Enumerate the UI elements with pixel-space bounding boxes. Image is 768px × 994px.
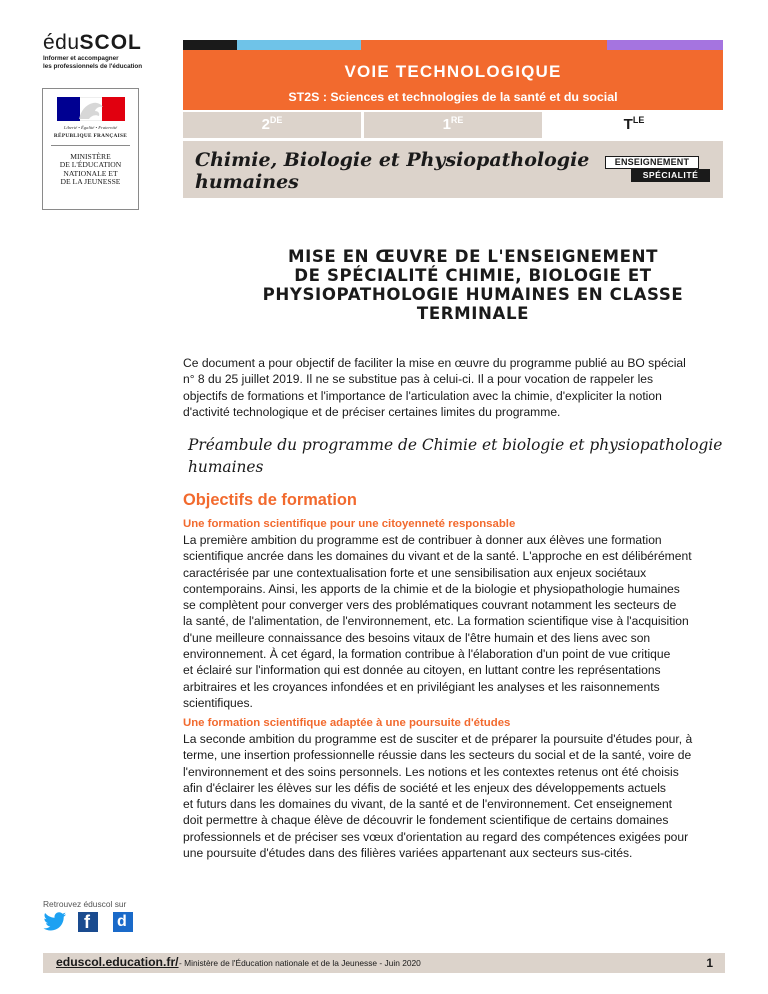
- ministry-name: MINISTÈRE DE L'ÉDUCATION NATIONALE ET DE LA JEUNESSE: [59, 152, 122, 187]
- marianne-logo: [57, 97, 125, 121]
- dailymotion-icon[interactable]: [113, 912, 133, 932]
- section-heading: Objectifs de formation: [183, 491, 357, 509]
- subject-band: [183, 141, 723, 198]
- level-tab-terminale: $T^{LE}$: [545, 112, 723, 138]
- eduscol-logo[interactable]: [43, 32, 153, 70]
- level-tab-premiere: 1RE: [364, 112, 542, 138]
- dailymotion-letter: d: [117, 913, 127, 930]
- twitter-icon[interactable]: [43, 912, 65, 932]
- topbar-orange: [361, 40, 607, 50]
- specialite-badge: SPÉCIALITÉ: [631, 169, 710, 182]
- republic-name: RÉPUBLIQUE FRANÇAISE: [53, 133, 128, 139]
- voie-header: [183, 50, 723, 110]
- serie-title: ST2S : Sciences et technologies de la santé et du social: [288, 90, 618, 104]
- topbar-black: [183, 40, 237, 50]
- intro-paragraph: Ce document a pour objectif de faciliter la mise en œuvre du programme publié au BO spécial n° 8 du 25 juillet 2019. Il ne se substitue pas à celui-ci. Il a pour vocation de rappeler les objectifs de formations et l'importance de l'articulation avec la chimie, d'expliciter la notion d'activité technologique et de préciser certaines limites du programme.: [183, 356, 686, 419]
- subsection-heading: Une formation scientifique adaptée à une poursuite d'études: [183, 717, 511, 729]
- page-number: 1: [706, 956, 713, 970]
- footer-link[interactable]: eduscol.education.fr/: [56, 955, 179, 969]
- subsection-paragraph: La première ambition du programme est de contribuer à donner aux élèves une formation scientifique ancrée dans les domaines du vivant et de la santé. L'approche en est délibérément caractérisée par une contextualisation forte et une sensibilisation aux enjeux sociétaux contemporains. Ainsi, les apports de la chimie et de la biologie et physiopathologie humaines se complètent pour converger vers des problématiques couvrant notamment les secteurs de la santé, de l'alimentation, de l'environnement, etc. La formation scientifique vise à l'acquisition d'une meilleure connaissance des besoins vitaux de l'être humain et des liens avec son environnement. À cet égard, la formation contribue à l'élaboration d'un point de vue critique et éclairé sur l'information qui est donnée au citoyen, en luttant contre les représentations arbitraires et les croyances infondées et en privilégiant les analyses et les raisonnements scientifiques.: [183, 533, 692, 710]
- level-tab-seconde: 2DE: [183, 112, 361, 138]
- subsection-paragraph: La seconde ambition du programme est de susciter et de préparer la poursuite d'études pour, à terme, une insertion professionnelle réussie dans les secteurs du social et de la santé, voire de l'environnement et des soins personnels. Les notions et les contextes retenus ont été choisis afin d'éclairer les élèves sur les défis de société et les enjeux des développements actuels et futurs dans les domaines du vivant, de la santé et de l'environnement. Cet enseignement doit permettre à chaque élève de découvrir le fondement scientifique de certains domaines professionnels et de préciser ses vœux d'orientation au regard des compétences exigées pour une poursuite d'études dans des filières variées appartenant aux secteurs sus-cités.: [183, 732, 693, 861]
- facebook-letter: f: [84, 912, 90, 932]
- preamble-heading: Préambule du programme de Chimie et biologie et physiopathologie humaines: [188, 436, 723, 476]
- topbar-purple: [607, 40, 723, 50]
- facebook-icon[interactable]: [78, 912, 98, 932]
- enseignement-badge: ENSEIGNEMENT: [605, 156, 699, 169]
- subject-title: Chimie, Biologie et Physiopathologie humaines: [195, 149, 590, 193]
- social-label: Retrouvez éduscol sur: [43, 899, 127, 909]
- ministry-logo-block: [42, 88, 139, 210]
- footer-credit: - Ministère de l'Éducation nationale et de la Jeunesse - Juin 2020: [179, 958, 421, 968]
- subsection-heading: Une formation scientifique pour une citoyenneté responsable: [183, 518, 516, 530]
- ministry-divider: [51, 145, 130, 146]
- republic-motto: Liberté • Égalité • Fraternité: [63, 125, 118, 130]
- page-title: MISE EN ŒUVRE DE L'ENSEIGNEMENT DE SPÉCIALITÉ CHIMIE, BIOLOGIE ET PHYSIOPATHOLOGIE HUMAINES EN CLASSE TERMINALE: [262, 247, 684, 323]
- eduscol-tagline: Informer et accompagner les professionnels de l'éducation: [43, 55, 143, 70]
- page-footer: [43, 953, 725, 973]
- level-tabs: [183, 112, 723, 138]
- eduscol-wordmark: éduSCOL: [43, 31, 142, 54]
- topbar-blue: [237, 40, 361, 50]
- voie-title: VOIE TECHNOLOGIQUE: [344, 62, 562, 81]
